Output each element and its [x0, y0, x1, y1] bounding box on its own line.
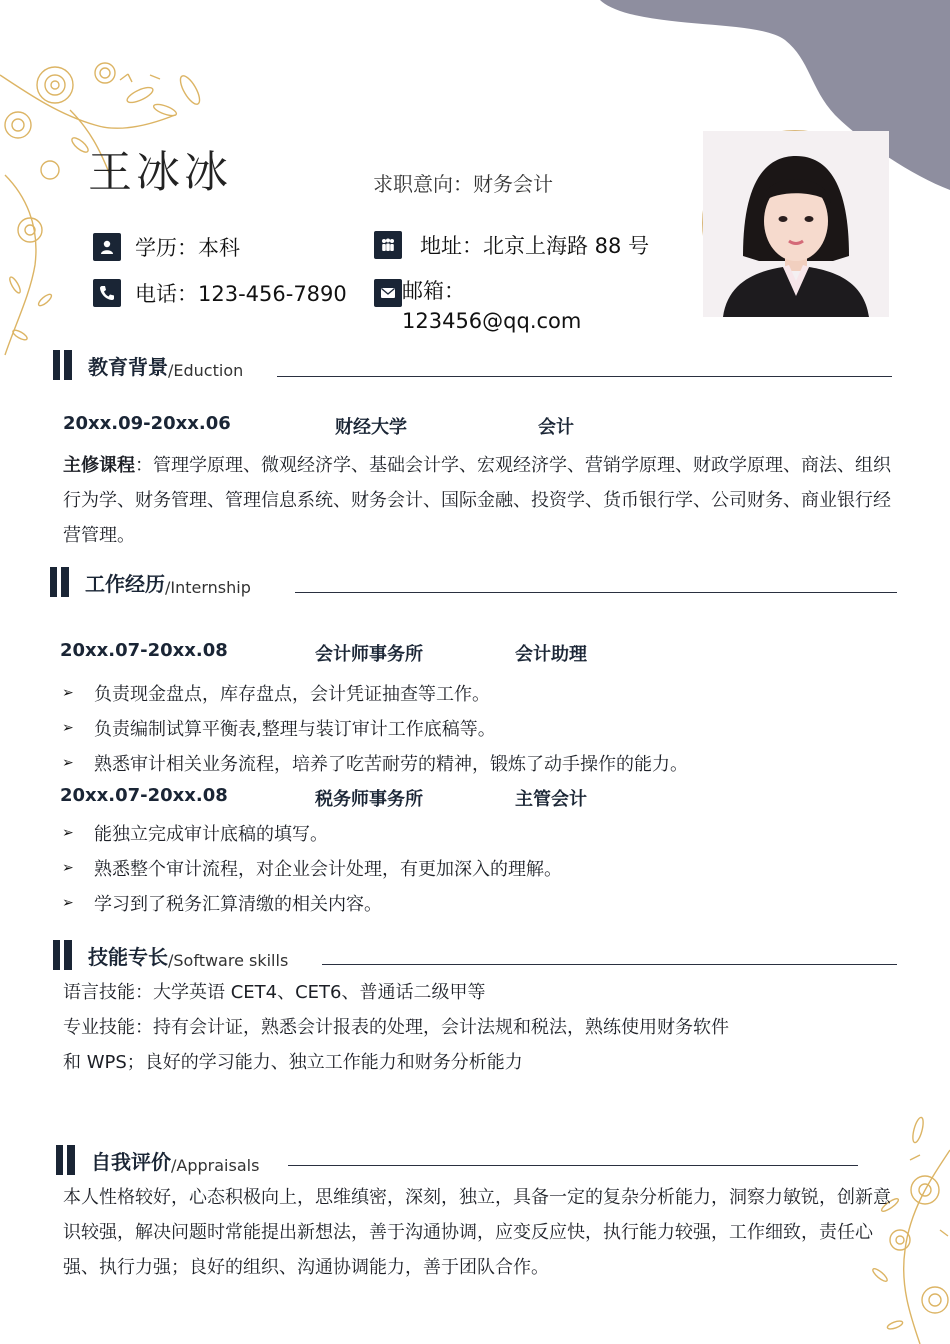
section-divider: [288, 1165, 858, 1166]
profile-photo: [702, 130, 888, 316]
section-marker: [53, 940, 72, 970]
section-skills-title: 技能专长: [88, 945, 168, 969]
job-intent: 求职意向：财务会计: [373, 172, 553, 196]
section-work-title: 工作经历: [85, 572, 165, 596]
phone-icon: [93, 279, 121, 307]
address-info: [374, 230, 649, 260]
job-role: 主管会计: [515, 789, 587, 810]
section-divider: [277, 376, 892, 377]
job-period: 20xx.07-20xx.08: [60, 640, 228, 661]
job-role: 会计助理: [515, 644, 587, 665]
section-self-eval-header: [56, 1145, 259, 1175]
email-text: 邮箱：123456@qq.com: [402, 279, 582, 333]
professional-skills-cont: 和 WPS；良好的学习能力、独立工作能力和财务分析能力: [63, 1052, 523, 1073]
edu-courses: [63, 448, 903, 553]
section-work-en: /Internship: [165, 578, 251, 597]
section-education-en: /Eduction: [168, 361, 244, 380]
section-marker: [53, 350, 72, 380]
list-item: ➢ 熟悉整个审计流程，对企业会计处理，有更加深入的理解。: [62, 859, 562, 880]
education-info: [93, 232, 240, 262]
envelope-icon: [374, 279, 402, 307]
phone-info: [93, 278, 347, 308]
section-self-eval-title: 自我评价: [91, 1150, 171, 1174]
list-item: ➢ 负责现金盘点，库存盘点，会计凭证抽查等工作。: [62, 684, 490, 705]
section-education-title: 教育背景: [88, 355, 168, 379]
job-company: 会计师事务所: [315, 644, 423, 665]
list-item: ➢ 学习到了税务汇算清缴的相关内容。: [62, 894, 382, 915]
arrow-bullet-icon: ➢: [62, 755, 74, 771]
section-education-header: [53, 350, 243, 380]
list-item: ➢ 能独立完成审计底稿的填写。: [62, 824, 328, 845]
arrow-bullet-icon: ➢: [62, 720, 74, 736]
courses-text: ：管理学原理、微观经济学、基础会计学、宏观经济学、营销学原理、财政学原理、商法、组织行为学、财务管理、管理信息系统、财务会计、国际金融、投资学、货币银行学、公司财务、商业银行经营管理。: [63, 455, 891, 546]
floral-decoration-top-left: [0, 55, 215, 355]
candidate-name: 王冰冰: [88, 147, 232, 198]
phone-text: 电话：123-456-7890: [135, 282, 347, 306]
section-skills-en: /Software skills: [168, 951, 289, 970]
education-text: 学历：本科: [135, 236, 240, 260]
list-item: ➢ 熟悉审计相关业务流程，培养了吃苦耐劳的精神，锻炼了动手操作的能力。: [62, 754, 688, 775]
section-divider: [295, 592, 897, 593]
section-marker: [50, 567, 69, 597]
arrow-bullet-icon: ➢: [62, 825, 74, 841]
edu-school: 财经大学: [335, 417, 407, 438]
list-item: ➢ 负责编制试算平衡表,整理与装订审计工作底稿等。: [62, 719, 496, 740]
job-period: 20xx.07-20xx.08: [60, 785, 228, 806]
group-icon: [374, 231, 402, 259]
email-info: [374, 276, 582, 333]
arrow-bullet-icon: ➢: [62, 685, 74, 701]
section-skills-header: [53, 940, 288, 970]
section-marker: [56, 1145, 75, 1175]
section-divider: [322, 964, 897, 965]
self-evaluation-text: 本人性格较好，心态积极向上，思维缜密，深刻，独立，具备一定的复杂分析能力，洞察力敏锐，创新意识较强，解决问题时常能提出新想法，善于沟通协调，应变反应快，执行能力较强，工作细致，责任心强、执行力强；良好的组织、沟通协调能力，善于团队合作。: [63, 1187, 891, 1278]
language-skills: 语言技能：大学英语 CET4、CET6、普通话二级甲等: [63, 982, 486, 1003]
arrow-bullet-icon: ➢: [62, 895, 74, 911]
edu-major: 会计: [538, 417, 574, 438]
arrow-bullet-icon: ➢: [62, 860, 74, 876]
job-company: 税务师事务所: [315, 789, 423, 810]
person-icon: [93, 233, 121, 261]
address-text: 地址：北京上海路 88 号: [420, 234, 650, 258]
section-self-eval-en: /Appraisals: [171, 1156, 260, 1175]
section-work-header: [50, 567, 251, 597]
courses-label: 主修课程: [63, 455, 135, 476]
edu-period: 20xx.09-20xx.06: [63, 413, 231, 434]
professional-skills: 专业技能：持有会计证，熟悉会计报表的处理，会计法规和税法，熟练使用财务软件: [63, 1017, 729, 1038]
